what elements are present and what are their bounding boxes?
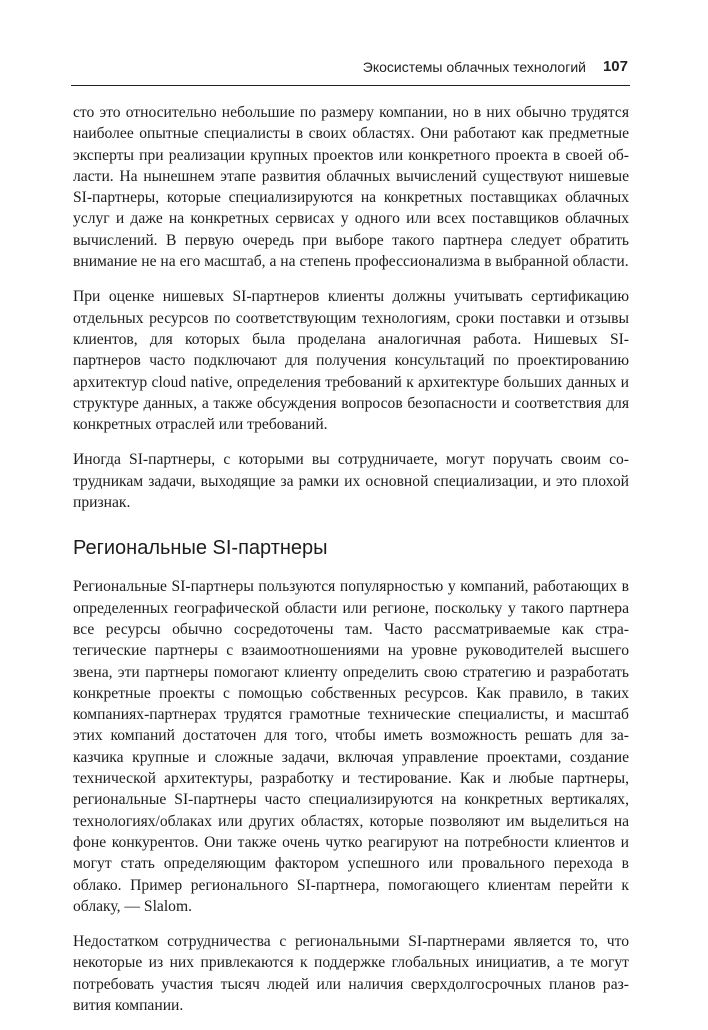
running-header bbox=[71, 56, 630, 86]
page-content bbox=[73, 102, 629, 1030]
paragraph-niche-evaluation: При оценке нишевых SI-партнеров клиенты должны учитывать сертификацию отдельных ресурсов по соответствующим технологиям, сроки поставки и отзывы клиентов, для которых была проделана аналогичная работа. Нишевых SI-партнеров часто подключают для получения консультаций по проектированию архитектур cloud native, определения требований к архитектуре больших данных и структуре данных, а также обсуждения вопросов безопасности и соответствия для конкретных отраслей или требований. bbox=[73, 288, 629, 434]
paragraph-regional-description: Региональные SI-партнеры пользуются популярностью у компаний, работающих в определенных географической области или регионе, поскольку у такого партнера все ресурсы обычно сосредоточены там. Часто рассматриваемые как стратегические партнеры с взаимоотношениями на уровне руководителей высшего звена, эти партнеры помогают клиенту определить свою стратегию и разработать конкретные проекты с помощью собственных ресурсов. Как правило, в таких компаниях-партнерах трудятся грамотные технические специалисты, и масштаб этих компаний достаточен для того, чтобы иметь возможность решать для заказчика крупные и сложные задачи, включая управление проектами, создание технической архитектуры, разработку и тестирование. Как и любые партнеры, региональные SI-партнеры часто специализируются на конкретных вертикалях, технологиях/облаках или других областях, которые позволяют им выделиться на фоне конкурентов. Они также очень чутко реагируют на потребности клиентов и могут стать определяющим фактором успешного или провального перехода в облако. Пример регионального SI-партнера, помогающего клиентам перейти к облаку, — Slalom. bbox=[73, 578, 629, 915]
section-heading: Региональные SI-партнеры bbox=[73, 537, 328, 560]
paragraph-niche-warning: Иногда SI-партнеры, с которыми вы сотрудничаете, могут поручать своим сотрудникам задачи, выходящие за рамки их основной специализации, и это плохой признак. bbox=[73, 451, 629, 512]
paragraph-niche-intro: сто это относительно небольшие по размеру компании, но в них обычно трудятся наиболее опытные специалисты в своих областях. Они работают как предметные эксперты при реализации крупных проектов или конкретного проекта в своей области. На нынешнем этапе развития облачных вычислений существуют нишевые SI-партнеры, которые специализируются на конкретных поставщиках облачных услуг и даже на конкретных сервисах у одного или всех поставщиков облачных вычислений. В первую очередь при выборе такого партнера следует обратить внимание не на его масштаб, а на степень профессионализма в выбранной области. bbox=[73, 104, 629, 271]
page-number: 107 bbox=[602, 58, 628, 75]
running-title: Экосистемы облачных технологий bbox=[362, 59, 586, 75]
paragraph-regional-drawback: Недостатком сотрудничества с региональными SI-партнерами является то, что некоторые из них привлекаются к поддержке глобальных инициатив, а те могут потребовать участия тысяч людей или наличия сверхдолгосрочных планов развития компании. bbox=[73, 933, 629, 1014]
